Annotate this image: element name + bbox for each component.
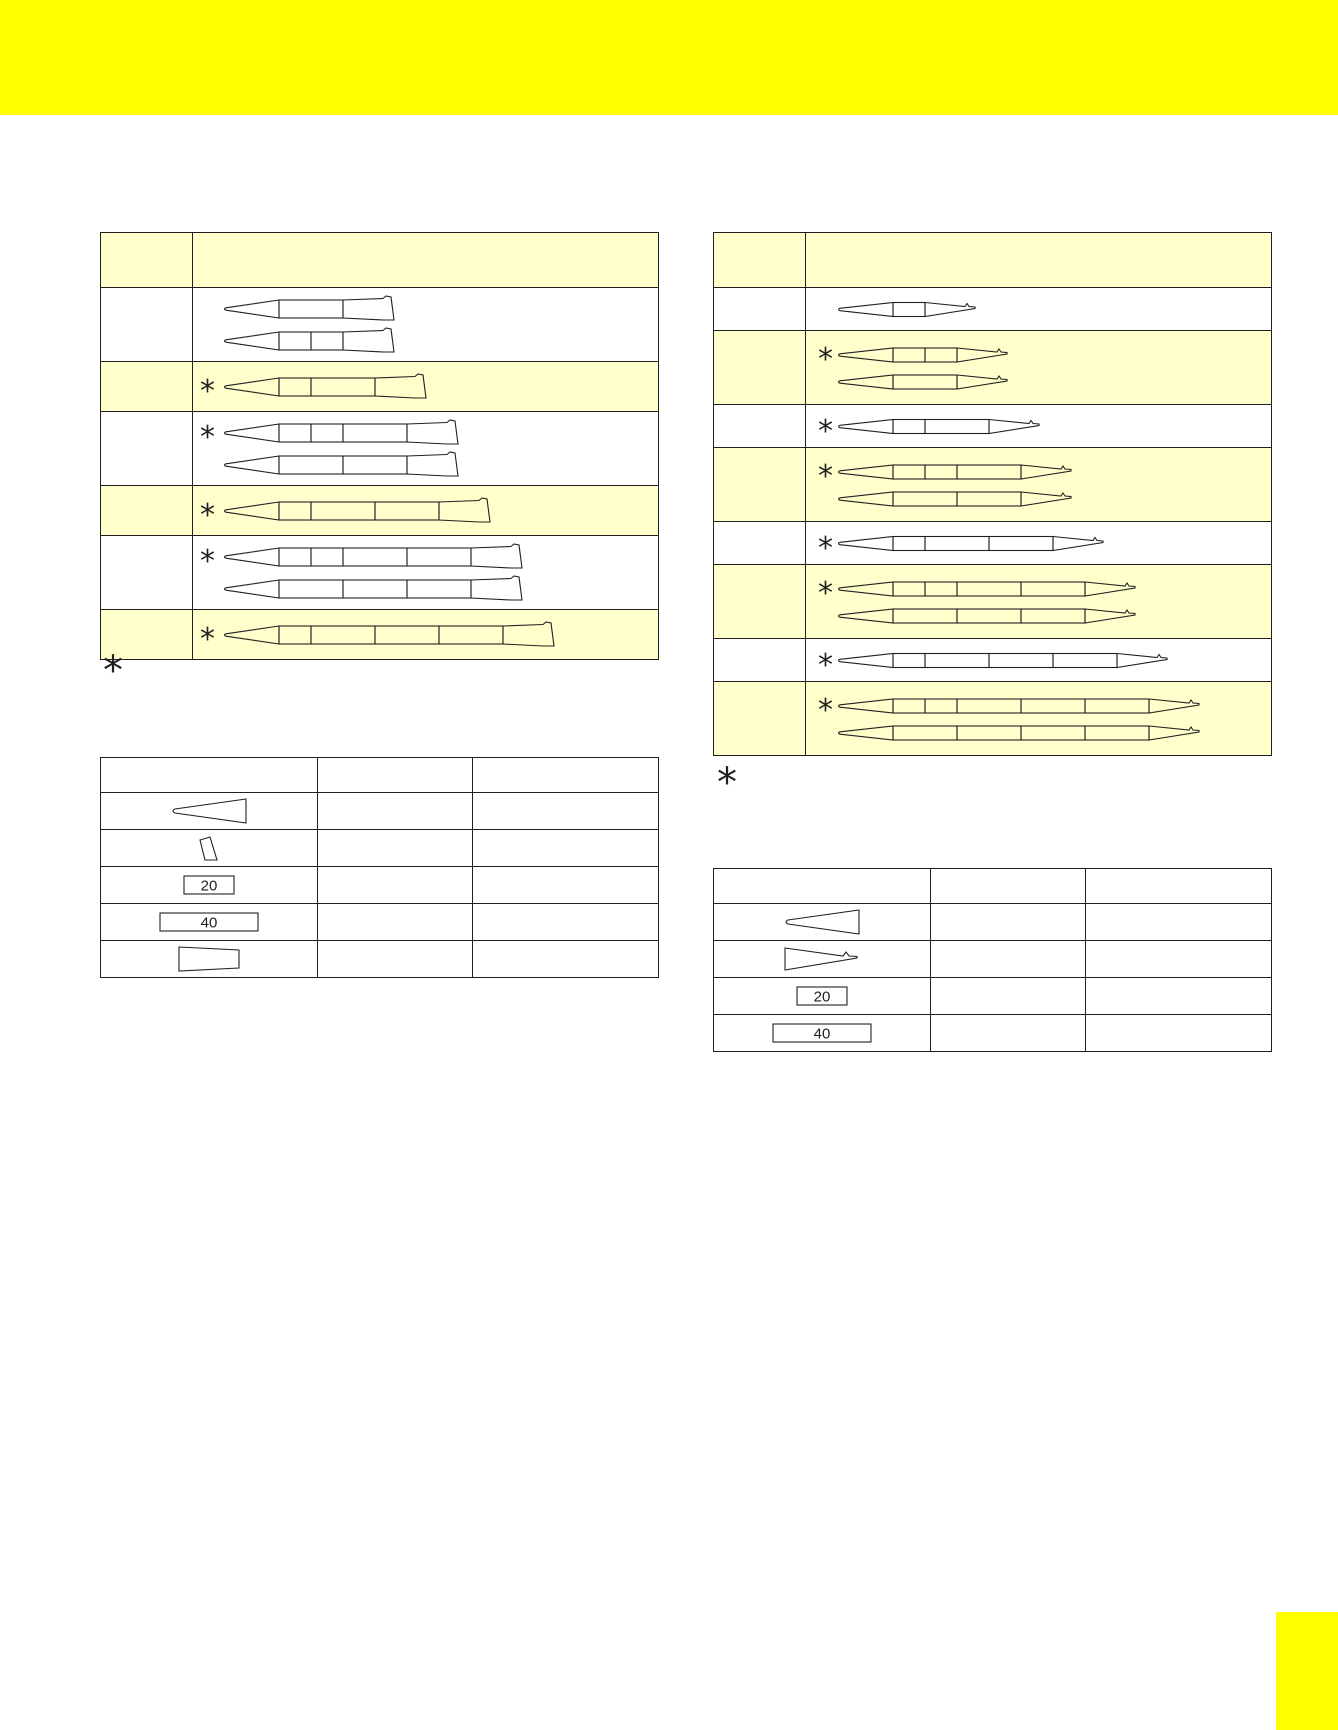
assembly-drawing-cell	[193, 610, 659, 660]
header-cell	[714, 869, 931, 904]
assembly-drawing-cell	[806, 331, 1272, 405]
assembly-drawing-cell	[193, 288, 659, 362]
rod-nose-section	[839, 582, 894, 596]
parts-row	[101, 830, 659, 867]
rod-body-section	[279, 580, 343, 598]
part-value-cell	[318, 941, 473, 978]
rod-assembly	[839, 420, 1040, 434]
assembly-drawing-cell	[193, 536, 659, 610]
rod-body-section	[279, 626, 311, 644]
rod-assembly	[839, 465, 1072, 479]
rod-hook-tip-section	[1085, 582, 1135, 596]
rod-body-section	[279, 424, 311, 442]
rod-body-section	[893, 654, 925, 668]
parts-row	[101, 941, 659, 978]
rod-end-tip-section	[343, 296, 394, 320]
part-size-label: 40	[813, 1025, 831, 1043]
rod-body-section	[957, 582, 1021, 596]
right-parts-table	[713, 868, 1272, 1052]
rod-body-section	[893, 582, 925, 596]
assembly-label-cell	[714, 331, 806, 405]
rod-drawing	[806, 288, 1272, 331]
right-assembly-table	[713, 232, 1272, 756]
rod-body-section	[1085, 726, 1149, 740]
rod-end-tip-section	[471, 576, 522, 600]
assembly-label-cell	[101, 412, 193, 486]
assembly-drawing-cell	[193, 412, 659, 486]
part-value-cell	[1086, 904, 1272, 941]
assembly-row	[101, 486, 659, 536]
rod-nose-section	[839, 726, 894, 740]
rod-body-section	[893, 699, 925, 713]
rod-drawing	[806, 682, 1272, 756]
rod-body-section	[957, 699, 1021, 713]
part-icon-cell	[714, 1015, 931, 1052]
assembly-drawing-cell	[193, 362, 659, 412]
required-star: *	[200, 420, 215, 455]
assembly-row	[101, 610, 659, 660]
rod-nose-section	[839, 420, 894, 434]
part-value-cell	[318, 793, 473, 830]
assembly-row	[101, 412, 659, 486]
rod-drawing	[193, 362, 659, 412]
parts-row	[714, 978, 1272, 1015]
left-parts-table	[100, 757, 659, 978]
rod-nose-section	[225, 548, 280, 566]
rod-nose-section	[839, 348, 894, 362]
part-size-label: 20	[813, 988, 831, 1006]
end-tip-icon	[197, 833, 221, 863]
header-cell	[473, 758, 659, 793]
required-star: *	[818, 459, 833, 494]
part-value-cell	[473, 793, 659, 830]
rod-body-section	[957, 726, 1021, 740]
rod-body-section	[311, 332, 343, 350]
rod-body-section	[893, 465, 925, 479]
rod-nose-section	[225, 626, 280, 644]
right-footnote-star: *	[717, 760, 737, 806]
rod-hook-tip-section	[1053, 537, 1103, 551]
rod-body-section	[1021, 582, 1085, 596]
rod-body-section	[343, 456, 407, 474]
rod-body-section	[925, 465, 957, 479]
rod-body-section	[375, 502, 439, 520]
rod-body-section	[311, 378, 375, 396]
left-assembly-header-row	[101, 233, 659, 288]
short-section-icon	[183, 875, 235, 895]
header-cell	[806, 233, 1272, 288]
rod-nose-section	[225, 456, 280, 474]
rod-drawing	[806, 522, 1272, 565]
rod-end-tip-section	[503, 622, 554, 646]
assembly-row	[714, 331, 1272, 405]
rod-body-section	[957, 609, 1021, 623]
rod-drawing	[193, 288, 659, 362]
rod-body-section	[1021, 726, 1085, 740]
assembly-row	[101, 362, 659, 412]
header-cell	[101, 758, 318, 793]
rod-assembly	[839, 375, 1008, 389]
header-cell	[931, 869, 1086, 904]
part-icon-cell	[714, 904, 931, 941]
tapered-tail-icon	[177, 946, 241, 972]
rod-assembly	[839, 582, 1136, 596]
rod-assembly	[225, 328, 395, 352]
rod-drawing	[806, 405, 1272, 448]
right-assembly-header-row	[714, 233, 1272, 288]
assembly-drawing-cell	[806, 448, 1272, 522]
required-star: *	[818, 693, 833, 728]
part-value-cell	[473, 904, 659, 941]
rod-body-section	[1021, 699, 1085, 713]
rod-assembly	[225, 420, 459, 444]
assembly-label-cell	[714, 448, 806, 522]
rod-body-section	[343, 424, 407, 442]
part-icon-cell	[101, 793, 318, 830]
rod-nose-section	[225, 502, 280, 520]
rod-body-section	[957, 465, 1021, 479]
parts-row	[101, 867, 659, 904]
assembly-drawing-cell	[806, 639, 1272, 682]
rod-nose-section	[839, 537, 894, 551]
left-footnote-star: *	[103, 648, 123, 694]
part-value-cell	[318, 904, 473, 941]
part-value-cell	[473, 941, 659, 978]
rod-body-section	[893, 537, 925, 551]
part-value-cell	[931, 1015, 1086, 1052]
rod-end-tip-section	[439, 498, 490, 522]
rod-assembly	[225, 374, 427, 398]
parts-header-row	[714, 869, 1272, 904]
rod-nose-section	[839, 303, 894, 317]
rod-body-section	[957, 492, 1021, 506]
rod-body-section	[343, 548, 407, 566]
rod-body-section	[1085, 699, 1149, 713]
parts-row	[714, 941, 1272, 978]
rod-drawing	[806, 565, 1272, 639]
rod-nose-section	[225, 300, 280, 318]
rod-body-section	[407, 580, 471, 598]
rod-body-section	[893, 348, 925, 362]
rod-assembly	[839, 699, 1200, 713]
rod-body-section	[1021, 609, 1085, 623]
rod-hook-tip-section	[957, 348, 1007, 362]
assembly-row	[101, 288, 659, 362]
rod-nose-section	[839, 654, 894, 668]
parts-row	[101, 904, 659, 941]
part-icon-cell	[714, 978, 931, 1015]
required-star: *	[818, 576, 833, 611]
assembly-row	[714, 522, 1272, 565]
rod-assembly	[225, 622, 555, 646]
assembly-label-cell	[714, 565, 806, 639]
assembly-label-cell	[714, 682, 806, 756]
rod-end-tip-section	[471, 544, 522, 568]
rod-body-section	[311, 502, 375, 520]
rod-drawing	[806, 639, 1272, 682]
assembly-row	[714, 405, 1272, 448]
required-star: *	[200, 498, 215, 533]
rod-assembly	[225, 544, 523, 568]
rod-assembly	[839, 303, 976, 317]
header-cell	[101, 233, 193, 288]
assembly-row	[101, 536, 659, 610]
rod-hook-tip-section	[1149, 726, 1199, 740]
rod-nose-section	[839, 699, 894, 713]
part-icon-cell	[101, 941, 318, 978]
part-value-cell	[931, 941, 1086, 978]
header-cell	[714, 233, 806, 288]
rod-drawing	[193, 610, 659, 660]
rod-nose-section	[839, 465, 894, 479]
assembly-label-cell	[101, 288, 193, 362]
assembly-label-cell	[714, 405, 806, 448]
header-cell	[318, 758, 473, 793]
rod-hook-tip-section	[1085, 609, 1135, 623]
rod-body-section	[893, 420, 925, 434]
rod-nose-section	[839, 375, 894, 389]
rod-drawing	[806, 331, 1272, 405]
assembly-drawing-cell	[806, 522, 1272, 565]
assembly-label-cell	[714, 288, 806, 331]
rod-body-section	[989, 654, 1053, 668]
short-section-icon	[796, 986, 848, 1006]
rod-body-section	[279, 548, 311, 566]
rod-nose-section	[225, 378, 280, 396]
parts-row	[101, 793, 659, 830]
assembly-label-cell	[714, 639, 806, 682]
rod-body-section	[311, 548, 343, 566]
rod-body-section	[893, 375, 957, 389]
rod-end-tip-section	[407, 452, 458, 476]
rod-body-section	[893, 609, 957, 623]
required-star: *	[818, 342, 833, 377]
assembly-row	[714, 288, 1272, 331]
rod-body-section	[279, 300, 343, 318]
rod-assembly	[225, 296, 395, 320]
required-star: *	[200, 622, 215, 657]
rod-hook-tip-section	[1117, 654, 1167, 668]
rod-body-section	[279, 332, 311, 350]
rod-end-tip-section	[375, 374, 426, 398]
rod-body-section	[989, 537, 1053, 551]
part-value-cell	[473, 830, 659, 867]
rod-drawing	[806, 448, 1272, 522]
part-icon-cell	[101, 830, 318, 867]
rod-body-section	[279, 502, 311, 520]
rod-body-section	[925, 537, 989, 551]
part-value-cell	[473, 867, 659, 904]
rod-end-tip-section	[407, 420, 458, 444]
header-cell	[193, 233, 659, 288]
hook-tip-icon	[783, 944, 861, 974]
rod-assembly	[225, 576, 523, 600]
assembly-drawing-cell	[806, 565, 1272, 639]
required-star: *	[818, 647, 833, 683]
part-size-label: 40	[200, 914, 218, 932]
rod-hook-tip-section	[957, 375, 1007, 389]
rod-body-section	[375, 626, 439, 644]
assembly-row	[714, 448, 1272, 522]
header-cell	[1086, 869, 1272, 904]
rod-assembly	[839, 537, 1104, 551]
rod-body-section	[439, 626, 503, 644]
assembly-drawing-cell	[806, 682, 1272, 756]
required-star: *	[818, 413, 833, 449]
tapered-nose-icon	[170, 796, 248, 826]
assembly-row	[714, 639, 1272, 682]
rod-drawing	[193, 536, 659, 610]
rod-body-section	[1053, 654, 1117, 668]
rod-assembly	[839, 609, 1136, 623]
assembly-drawing-cell	[193, 486, 659, 536]
part-value-cell	[931, 904, 1086, 941]
rod-assembly	[839, 654, 1168, 668]
rod-hook-tip-section	[925, 303, 975, 317]
rod-drawing	[193, 486, 659, 536]
rod-nose-section	[225, 424, 280, 442]
part-icon-cell	[714, 941, 931, 978]
rod-hook-tip-section	[1149, 699, 1199, 713]
parts-row	[714, 904, 1272, 941]
part-value-cell	[1086, 941, 1272, 978]
part-value-cell	[318, 830, 473, 867]
left-assembly-table	[100, 232, 659, 660]
rod-nose-section	[225, 580, 280, 598]
rod-assembly	[225, 452, 459, 476]
part-value-cell	[1086, 978, 1272, 1015]
assembly-label-cell	[714, 522, 806, 565]
assembly-label-cell	[101, 486, 193, 536]
long-section-icon	[772, 1023, 872, 1043]
long-section-icon	[159, 912, 259, 932]
tapered-nose-icon	[783, 907, 861, 937]
rod-body-section	[925, 582, 957, 596]
page-corner-tab	[1276, 1612, 1338, 1730]
part-value-cell	[931, 978, 1086, 1015]
assembly-row	[714, 682, 1272, 756]
rod-body-section	[925, 654, 989, 668]
rod-nose-section	[839, 492, 894, 506]
parts-header-row	[101, 758, 659, 793]
rod-nose-section	[225, 332, 280, 350]
rod-drawing	[193, 412, 659, 486]
required-star: *	[200, 374, 215, 409]
rod-body-section	[343, 580, 407, 598]
rod-body-section	[893, 726, 957, 740]
parts-row	[714, 1015, 1272, 1052]
part-value-cell	[1086, 1015, 1272, 1052]
part-icon-cell	[101, 904, 318, 941]
assembly-label-cell	[101, 536, 193, 610]
required-star: *	[818, 530, 833, 566]
rod-assembly	[839, 726, 1200, 740]
assembly-label-cell	[101, 362, 193, 412]
rod-body-section	[279, 378, 311, 396]
rod-nose-section	[839, 609, 894, 623]
rod-hook-tip-section	[1021, 465, 1071, 479]
rod-assembly	[839, 348, 1008, 362]
required-star: *	[200, 544, 215, 579]
rod-body-section	[925, 420, 989, 434]
rod-assembly	[839, 492, 1072, 506]
rod-hook-tip-section	[1021, 492, 1071, 506]
assembly-drawing-cell	[806, 405, 1272, 448]
rod-body-section	[925, 699, 957, 713]
rod-body-section	[311, 424, 343, 442]
rod-body-section	[279, 456, 343, 474]
rod-body-section	[311, 626, 375, 644]
part-size-label: 20	[200, 877, 218, 895]
rod-hook-tip-section	[989, 420, 1039, 434]
rod-body-section	[925, 348, 957, 362]
rod-body-section	[893, 492, 957, 506]
header-band	[0, 0, 1338, 115]
rod-assembly	[225, 498, 491, 522]
assembly-drawing-cell	[806, 288, 1272, 331]
rod-end-tip-section	[343, 328, 394, 352]
assembly-row	[714, 565, 1272, 639]
part-icon-cell	[101, 867, 318, 904]
part-value-cell	[318, 867, 473, 904]
rod-body-section	[407, 548, 471, 566]
rod-body-section	[893, 303, 925, 317]
